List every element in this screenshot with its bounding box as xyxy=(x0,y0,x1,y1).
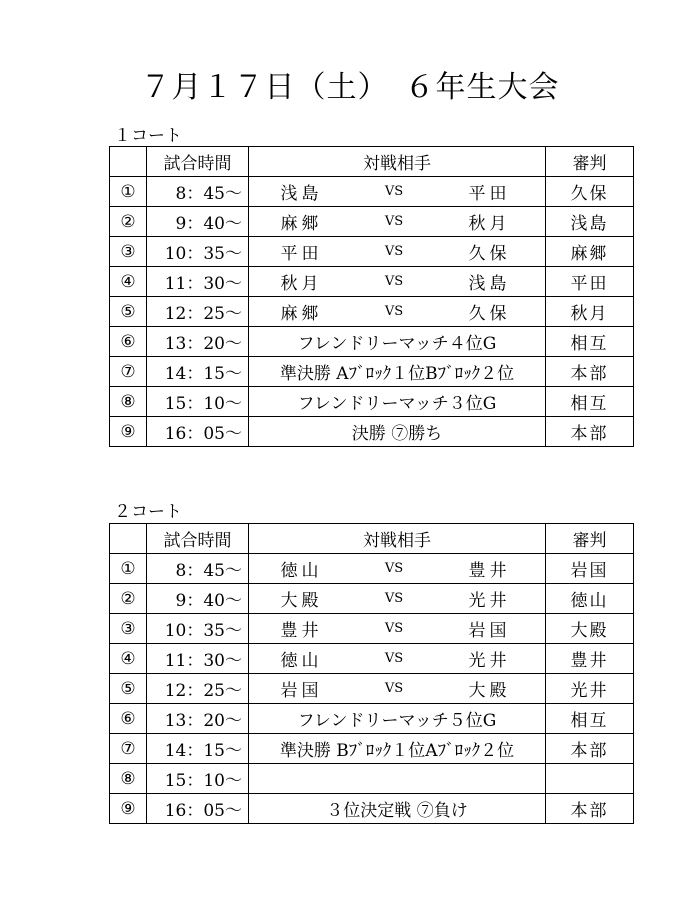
referee: 徳山 xyxy=(546,584,634,614)
match-time: 14：15～ xyxy=(147,357,249,387)
team-b: 浅島 xyxy=(468,274,511,294)
vs-label: VS xyxy=(384,304,404,319)
match-note: フレンドリーマッチ３位G xyxy=(297,394,497,414)
match-note: フレンドリーマッチ４位G xyxy=(297,334,497,354)
match-number: ③ xyxy=(110,614,147,644)
team-a: 徳山 xyxy=(280,561,323,581)
match-number: ④ xyxy=(110,267,147,297)
team-b: 光井 xyxy=(468,591,511,611)
referee: 本部 xyxy=(546,794,634,824)
match-time: 10：35～ xyxy=(147,614,249,644)
team-b: 豊井 xyxy=(468,561,511,581)
matchup xyxy=(249,269,545,294)
matchup xyxy=(249,209,545,234)
court-1-table xyxy=(109,146,634,447)
vs-label: VS xyxy=(384,651,404,666)
referee xyxy=(546,764,634,794)
match-cell xyxy=(249,387,546,417)
match-number: ⑤ xyxy=(110,674,147,704)
table-row xyxy=(110,297,634,327)
match-number: ⑤ xyxy=(110,297,147,327)
match-number: ⑥ xyxy=(110,327,147,357)
match-cell xyxy=(249,417,546,447)
match-time: 15：10～ xyxy=(147,764,249,794)
table-row xyxy=(110,674,634,704)
vs-label: VS xyxy=(384,184,404,199)
match-cell xyxy=(249,584,546,614)
matchup xyxy=(249,556,545,581)
team-a: 平田 xyxy=(280,244,323,264)
team-a: 豊井 xyxy=(280,621,323,641)
match-time: 10：35～ xyxy=(147,237,249,267)
team-a: 大殿 xyxy=(280,591,323,611)
time-header: 試合時間 xyxy=(147,524,249,554)
match-number: ③ xyxy=(110,237,147,267)
team-b: 光井 xyxy=(468,651,511,671)
match-number: ⑨ xyxy=(110,794,147,824)
matchup xyxy=(249,586,545,611)
match-time: 9：40～ xyxy=(147,207,249,237)
court-1-label: １コート xyxy=(114,126,182,146)
team-a: 秋月 xyxy=(280,274,323,294)
match-number: ⑦ xyxy=(110,734,147,764)
vs-label: VS xyxy=(384,274,404,289)
table-row xyxy=(110,554,634,584)
no-header xyxy=(110,147,147,177)
vs-label: VS xyxy=(384,681,404,696)
match-time: 15：10～ xyxy=(147,387,249,417)
match-cell xyxy=(249,644,546,674)
table-row xyxy=(110,237,634,267)
referee: 本部 xyxy=(546,734,634,764)
referee: 豊井 xyxy=(546,644,634,674)
match-time: 11：30～ xyxy=(147,644,249,674)
matchup xyxy=(249,616,545,641)
table-row xyxy=(110,327,634,357)
match-time: 14：15～ xyxy=(147,734,249,764)
court-1-body xyxy=(110,177,634,447)
page-title: ７月１７日（土） ６年生大会 xyxy=(140,70,560,105)
match-number: ① xyxy=(110,177,147,207)
matchup xyxy=(249,239,545,264)
referee: 久保 xyxy=(546,177,634,207)
vs-label: VS xyxy=(384,214,404,229)
match-cell xyxy=(249,207,546,237)
referee: 相互 xyxy=(546,704,634,734)
match-number: ⑧ xyxy=(110,387,147,417)
referee: 平田 xyxy=(546,267,634,297)
court-2-table xyxy=(109,523,634,824)
referee: 光井 xyxy=(546,674,634,704)
match-time: 9：40～ xyxy=(147,584,249,614)
match-time: 8：45～ xyxy=(147,177,249,207)
matchup xyxy=(249,676,545,701)
team-b: 岩国 xyxy=(468,621,511,641)
match-cell xyxy=(249,614,546,644)
match-number: ② xyxy=(110,584,147,614)
match-number: ② xyxy=(110,207,147,237)
team-a: 岩国 xyxy=(280,681,323,701)
court-2-label: ２コート xyxy=(114,502,182,522)
match-number: ⑥ xyxy=(110,704,147,734)
vs-label: VS xyxy=(384,591,404,606)
table-row xyxy=(110,207,634,237)
referee: 秋月 xyxy=(546,297,634,327)
referee: 本部 xyxy=(546,417,634,447)
table-row xyxy=(110,177,634,207)
match-time: 11：30～ xyxy=(147,267,249,297)
referee: 麻郷 xyxy=(546,237,634,267)
match-cell xyxy=(249,674,546,704)
match-cell xyxy=(249,704,546,734)
match-header: 対戦相手 xyxy=(249,524,546,554)
table-row xyxy=(110,734,634,764)
table-row xyxy=(110,417,634,447)
match-cell xyxy=(249,267,546,297)
team-a: 麻郷 xyxy=(280,214,323,234)
matchup xyxy=(249,179,545,204)
match-note: 準決勝 Aﾌﾞﾛｯｸ１位Bﾌﾞﾛｯｸ２位 xyxy=(279,364,515,384)
match-cell xyxy=(249,734,546,764)
referee: 相互 xyxy=(546,327,634,357)
match-time: 8：45～ xyxy=(147,554,249,584)
match-note: フレンドリーマッチ５位G xyxy=(297,711,497,731)
match-time: 12：25～ xyxy=(147,297,249,327)
match-note: 決勝 ⑦勝ち xyxy=(351,424,443,444)
match-time: 13：20～ xyxy=(147,327,249,357)
team-b: 大殿 xyxy=(468,681,511,701)
team-b: 久保 xyxy=(468,304,511,324)
match-header: 対戦相手 xyxy=(249,147,546,177)
referee: 岩国 xyxy=(546,554,634,584)
match-cell xyxy=(249,327,546,357)
referee: 本部 xyxy=(546,357,634,387)
table-row xyxy=(110,614,634,644)
matchup xyxy=(249,646,545,671)
match-cell xyxy=(249,357,546,387)
match-cell xyxy=(249,794,546,824)
no-header xyxy=(110,524,147,554)
table-header-row xyxy=(110,147,634,177)
table-row xyxy=(110,704,634,734)
referee: 大殿 xyxy=(546,614,634,644)
match-cell xyxy=(249,297,546,327)
vs-label: VS xyxy=(384,621,404,636)
team-a: 浅島 xyxy=(280,184,323,204)
team-a: 麻郷 xyxy=(280,304,323,324)
team-b: 平田 xyxy=(468,184,511,204)
match-number: ⑦ xyxy=(110,357,147,387)
match-cell xyxy=(249,177,546,207)
vs-label: VS xyxy=(384,244,404,259)
referee: 相互 xyxy=(546,387,634,417)
referee-header: 審判 xyxy=(546,147,634,177)
referee-header: 審判 xyxy=(546,524,634,554)
table-row xyxy=(110,267,634,297)
match-cell xyxy=(249,237,546,267)
match-cell xyxy=(249,554,546,584)
match-note: ３位決定戦 ⑦負け xyxy=(326,801,468,821)
table-header-row xyxy=(110,524,634,554)
matchup xyxy=(249,299,545,324)
match-number: ① xyxy=(110,554,147,584)
team-b: 秋月 xyxy=(468,214,511,234)
table-row xyxy=(110,357,634,387)
table-row xyxy=(110,764,634,794)
match-number: ⑨ xyxy=(110,417,147,447)
match-number: ⑧ xyxy=(110,764,147,794)
team-b: 久保 xyxy=(468,244,511,264)
referee: 浅島 xyxy=(546,207,634,237)
match-time: 12：25～ xyxy=(147,674,249,704)
match-note: 準決勝 Bﾌﾞﾛｯｸ１位Aﾌﾞﾛｯｸ２位 xyxy=(279,741,515,761)
match-cell xyxy=(249,764,546,794)
match-time: 16：05～ xyxy=(147,794,249,824)
table-row xyxy=(110,644,634,674)
match-number: ④ xyxy=(110,644,147,674)
table-row xyxy=(110,584,634,614)
vs-label: VS xyxy=(384,561,404,576)
team-a: 徳山 xyxy=(280,651,323,671)
match-time: 13：20～ xyxy=(147,704,249,734)
match-time: 16：05～ xyxy=(147,417,249,447)
court-2-body xyxy=(110,554,634,824)
table-row xyxy=(110,794,634,824)
time-header: 試合時間 xyxy=(147,147,249,177)
table-row xyxy=(110,387,634,417)
